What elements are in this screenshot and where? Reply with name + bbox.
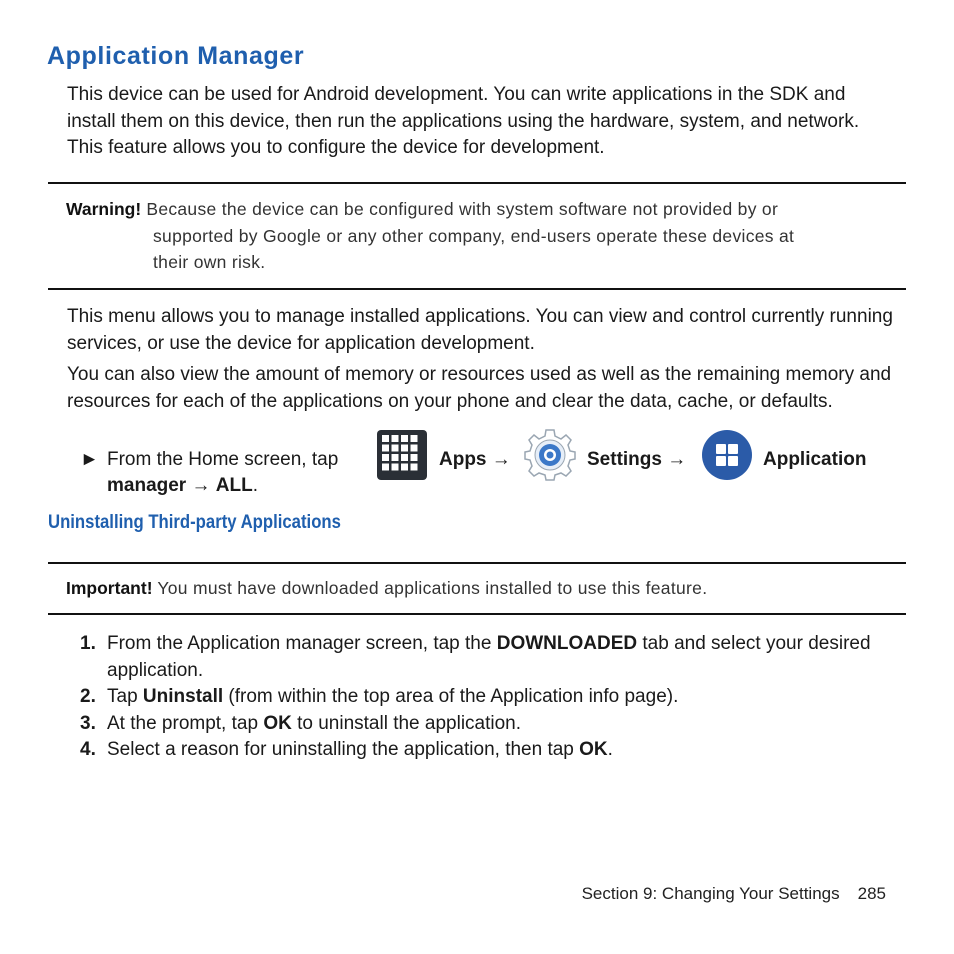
settings-gear-icon — [523, 428, 577, 482]
uninstall-steps-list — [80, 631, 900, 764]
footer-section: Section 9: Changing Your Settings — [581, 884, 840, 903]
list-item: 1. From the Application manager screen, tap the DOWNLOADED tab and select your desired application. — [80, 633, 871, 681]
instruction-bullet: ► — [80, 449, 99, 470]
page-title: Application Manager — [47, 42, 305, 70]
divider — [48, 182, 906, 184]
divider — [48, 562, 906, 564]
page-footer — [582, 884, 886, 904]
memory-description: You can also view the amount of memory or resources used as well as the remaining memory and resources for each of the applications on your phone and clear the data, cache, or defaults. — [67, 364, 892, 412]
application-manager-icon — [702, 430, 752, 480]
menu-description: This menu allows you to manage installed applications. You can view and control currently running services, or use the device for application development. — [67, 306, 893, 354]
instruction-line2: manager → ALL. — [107, 475, 258, 496]
divider — [48, 288, 906, 290]
important-label: Important! — [66, 578, 153, 598]
apps-icon — [377, 430, 427, 480]
instruction-application-label: Application — [763, 449, 867, 470]
page-number: 285 — [857, 884, 886, 903]
instruction-apps-label: Apps → — [439, 449, 511, 470]
list-item: 2. Tap Uninstall (from within the top area of the Application info page). — [80, 686, 679, 707]
important-text: You must have downloaded applications installed to use this feature. — [157, 578, 708, 598]
section-subheading: Uninstalling Third-party Applications — [48, 512, 341, 533]
warning-text-line1: Because the device can be configured with system software not provided by or — [146, 199, 779, 219]
divider — [48, 613, 906, 615]
warning-label: Warning! — [66, 199, 142, 219]
list-item: 3. At the prompt, tap OK to uninstall the application. — [80, 712, 522, 734]
intro-paragraph: This device can be used for Android development. You can write applications in the SDK and install them on this device, then run the applications using the hardware, system, and network. This feature allows you to configure the device for development. — [67, 84, 860, 158]
list-item: 4. Select a reason for uninstalling the application, then tap OK. — [80, 739, 613, 760]
instruction-settings-label: Settings → — [587, 449, 687, 470]
instruction-lead: From the Home screen, tap — [107, 449, 339, 470]
warning-text-line2: supported by Google or any other company, end-users operate these devices at — [153, 225, 795, 246]
important-note — [66, 575, 896, 602]
warning-text-line3: their own risk. — [153, 252, 266, 272]
warning-note — [66, 196, 896, 276]
